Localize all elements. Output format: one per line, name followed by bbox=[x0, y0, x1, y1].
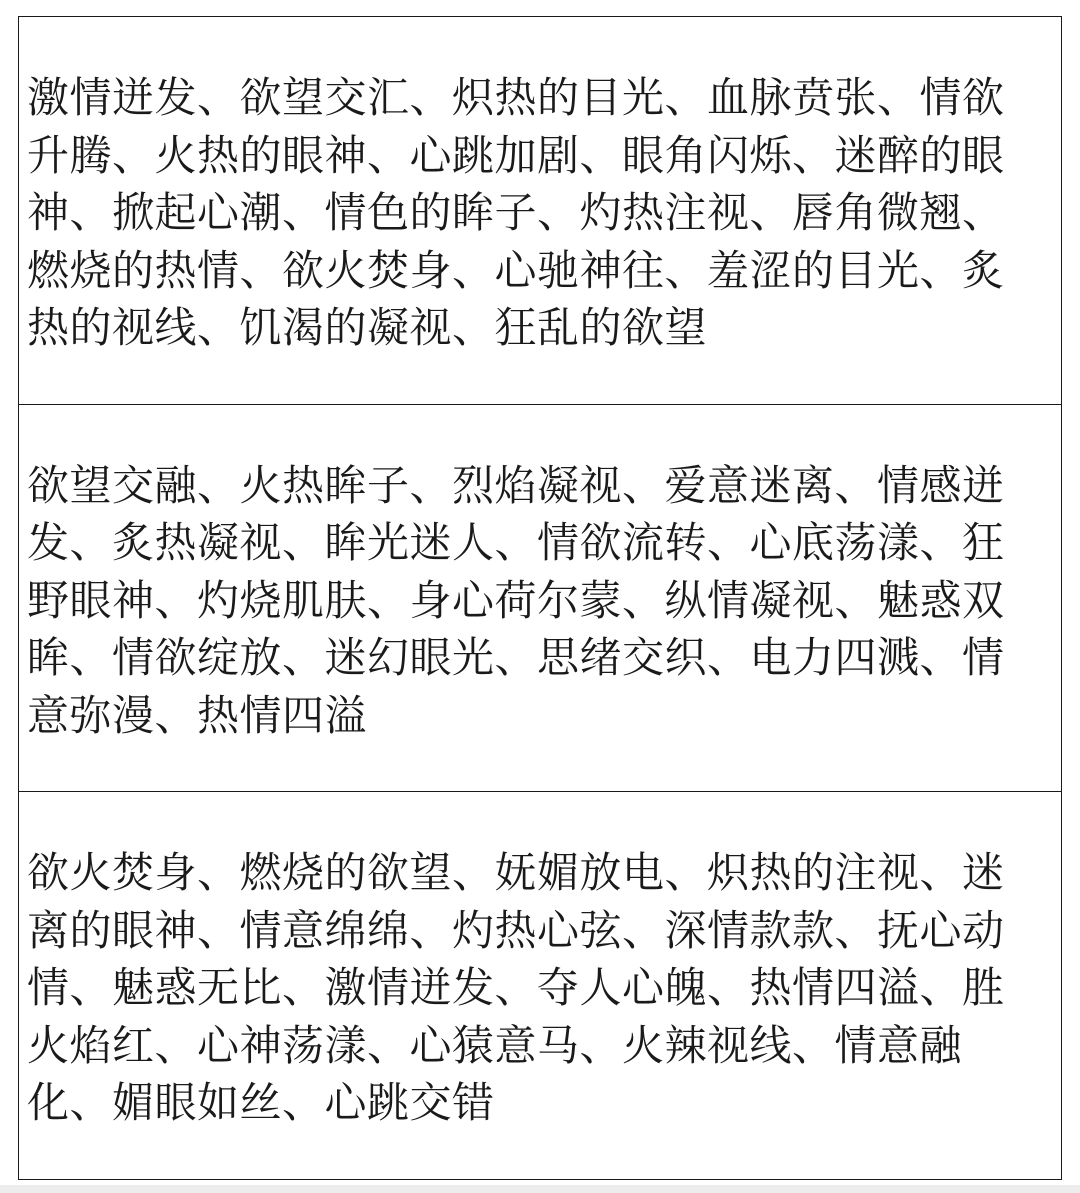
table-row bbox=[19, 792, 1061, 1179]
table-cell-text: 欲望交融、火热眸子、烈焰凝视、爱意迷离、情感迸发、炙热凝视、眸光迷人、情欲流转、心底荡漾、狂野眼神、灼烧肌肤、身心荷尔蒙、纵情凝视、魅惑双眸、情欲绽放、迷幻眼光、思绪交织、电力四溅、情意弥漫、热情四溢 bbox=[27, 460, 1005, 740]
bottom-edge bbox=[0, 1185, 1080, 1193]
table-cell-text: 欲火焚身、燃烧的欲望、妩媚放电、炽热的注视、迷离的眼神、情意绵绵、灼热心弦、深情款款、抚心动情、魅惑无比、激情迸发、夺人心魄、热情四溢、胜火焰红、心神荡漾、心猿意马、火辣视线、情意融化、媚眼如丝、心跳交错 bbox=[27, 848, 1005, 1128]
table-cell-text: 激情迸发、欲望交汇、炽热的目光、血脉贲张、情欲升腾、火热的眼神、心跳加剧、眼角闪烁、迷醉的眼神、掀起心潮、情色的眸子、灼热注视、唇角微翘、燃烧的热情、欲火焚身、心驰神往、羞涩的目光、炙热的视线、饥渴的凝视、狂乱的欲望 bbox=[27, 73, 1005, 352]
table-row bbox=[19, 405, 1061, 793]
table-row bbox=[19, 17, 1061, 405]
word-list-table bbox=[18, 16, 1062, 1180]
